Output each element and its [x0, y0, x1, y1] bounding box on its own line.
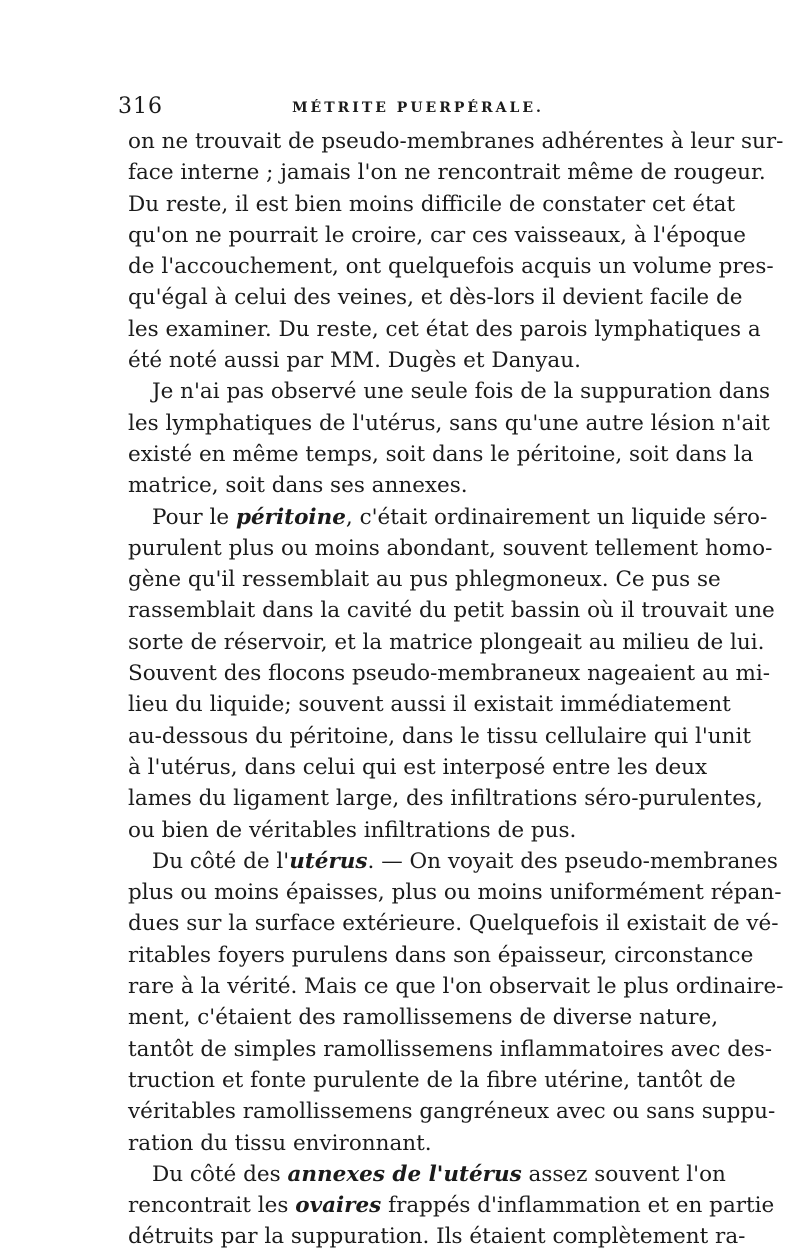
text-line: Je n'ai pas observé une seule fois de la suppuration dans [152, 379, 771, 405]
text-fragment: Du côté des [152, 1161, 288, 1187]
text-line [128, 846, 778, 877]
text-line: ritables foyers purulens dans son épaisseur, circonstance [128, 942, 754, 968]
text-line: purulent plus ou moins abondant, souvent tellement homo- [128, 535, 773, 561]
text-line: lieu du liquide; souvent aussi il existait immédiatement [128, 692, 731, 718]
text-line: les examiner. Du reste, cet état des parois lymphatiques a [128, 316, 761, 342]
text-fragment: rencontrait les [128, 1193, 296, 1219]
text-line [128, 1190, 775, 1221]
text-line: rassemblait dans la cavité du petit bassin où il trouvait une [128, 598, 775, 624]
text-line: qu'on ne pourrait le croire, car ces vaisseaux, à l'époque [128, 222, 746, 248]
text-line: les lymphatiques de l'utérus, sans qu'une autre lésion n'ait [128, 410, 770, 436]
text-line: Du reste, il est bien moins difficile de constater cet état [128, 191, 736, 217]
text-line: au-dessous du péritoine, dans le tissu cellulaire qui l'unit [128, 723, 752, 749]
text-fragment: assez souvent l'on [521, 1161, 726, 1187]
text-line: rare à la vérité. Mais ce que l'on observait le plus ordinaire- [128, 974, 784, 1000]
emphasized-term: annexes de l'utérus [287, 1161, 522, 1187]
text-line: plus ou moins épaisses, plus ou moins uniformément répan- [128, 880, 782, 906]
emphasized-term: ovaires [295, 1193, 382, 1219]
text-line: truction et fonte purulente de la fibre utérine, tantôt de [128, 1067, 736, 1093]
text-fragment: frappés d'inflammation et en partie [381, 1193, 775, 1219]
text-line: matrice, soit dans ses annexes. [128, 473, 468, 499]
text-fragment: Du côté de l' [152, 848, 290, 874]
text-line: véritables ramollissemens gangréneux avec ou sans suppu- [128, 1099, 776, 1125]
text-line: tantôt de simples ramollissemens inflammatoires avec des- [128, 1036, 773, 1062]
text-line: ou bien de véritables infiltrations de pus. [128, 817, 577, 843]
text-line: de l'accouchement, ont quelquefois acquis un volume pres- [128, 254, 774, 280]
text-line: gène qu'il ressemblait au pus phlegmoneux. Ce pus se [128, 567, 721, 593]
page-header [118, 92, 678, 122]
running-title: MÉTRITE PUERPÉRALE. [292, 100, 544, 116]
emphasized-term: utérus [289, 848, 368, 874]
text-line: ment, c'étaient des ramollissemens de diverse nature, [128, 1005, 719, 1031]
text-line: sorte de réservoir, et la matrice plongeait au milieu de lui. [128, 629, 765, 655]
text-fragment: . — On voyait des pseudo-membranes [367, 848, 778, 874]
text-fragment: , c'était ordinairement un liquide séro- [345, 504, 768, 530]
text-line: été noté aussi par MM. Dugès et Danyau. [128, 348, 581, 374]
text-line: face interne ; jamais l'on ne rencontrait même de rougeur. [128, 160, 766, 186]
text-line: à l'utérus, dans celui qui est interposé entre les deux [128, 754, 708, 780]
text-line: Souvent des flocons pseudo-membraneux nageaient au mi- [128, 661, 771, 687]
text-fragment: Pour le [152, 504, 236, 530]
text-line: lames du ligament large, des infiltrations séro-purulentes, [128, 786, 763, 812]
body-text [128, 126, 784, 1253]
text-line [128, 502, 768, 533]
text-line: on ne trouvait de pseudo-membranes adhérentes à leur sur- [128, 129, 784, 154]
text-line [128, 1159, 726, 1190]
text-line: détruits par la suppuration. Ils étaient complètement ra- [128, 1224, 746, 1250]
text-line: existé en même temps, soit dans le péritoine, soit dans la [128, 441, 754, 467]
emphasized-term: péritoine [235, 504, 346, 530]
text-line: ration du tissu environnant. [128, 1130, 432, 1156]
text-line: dues sur la surface extérieure. Quelquefois il existait de vé- [128, 911, 779, 937]
text-line: qu'égal à celui des veines, et dès-lors il devient facile de [128, 285, 743, 311]
page-number: 316 [118, 94, 163, 119]
